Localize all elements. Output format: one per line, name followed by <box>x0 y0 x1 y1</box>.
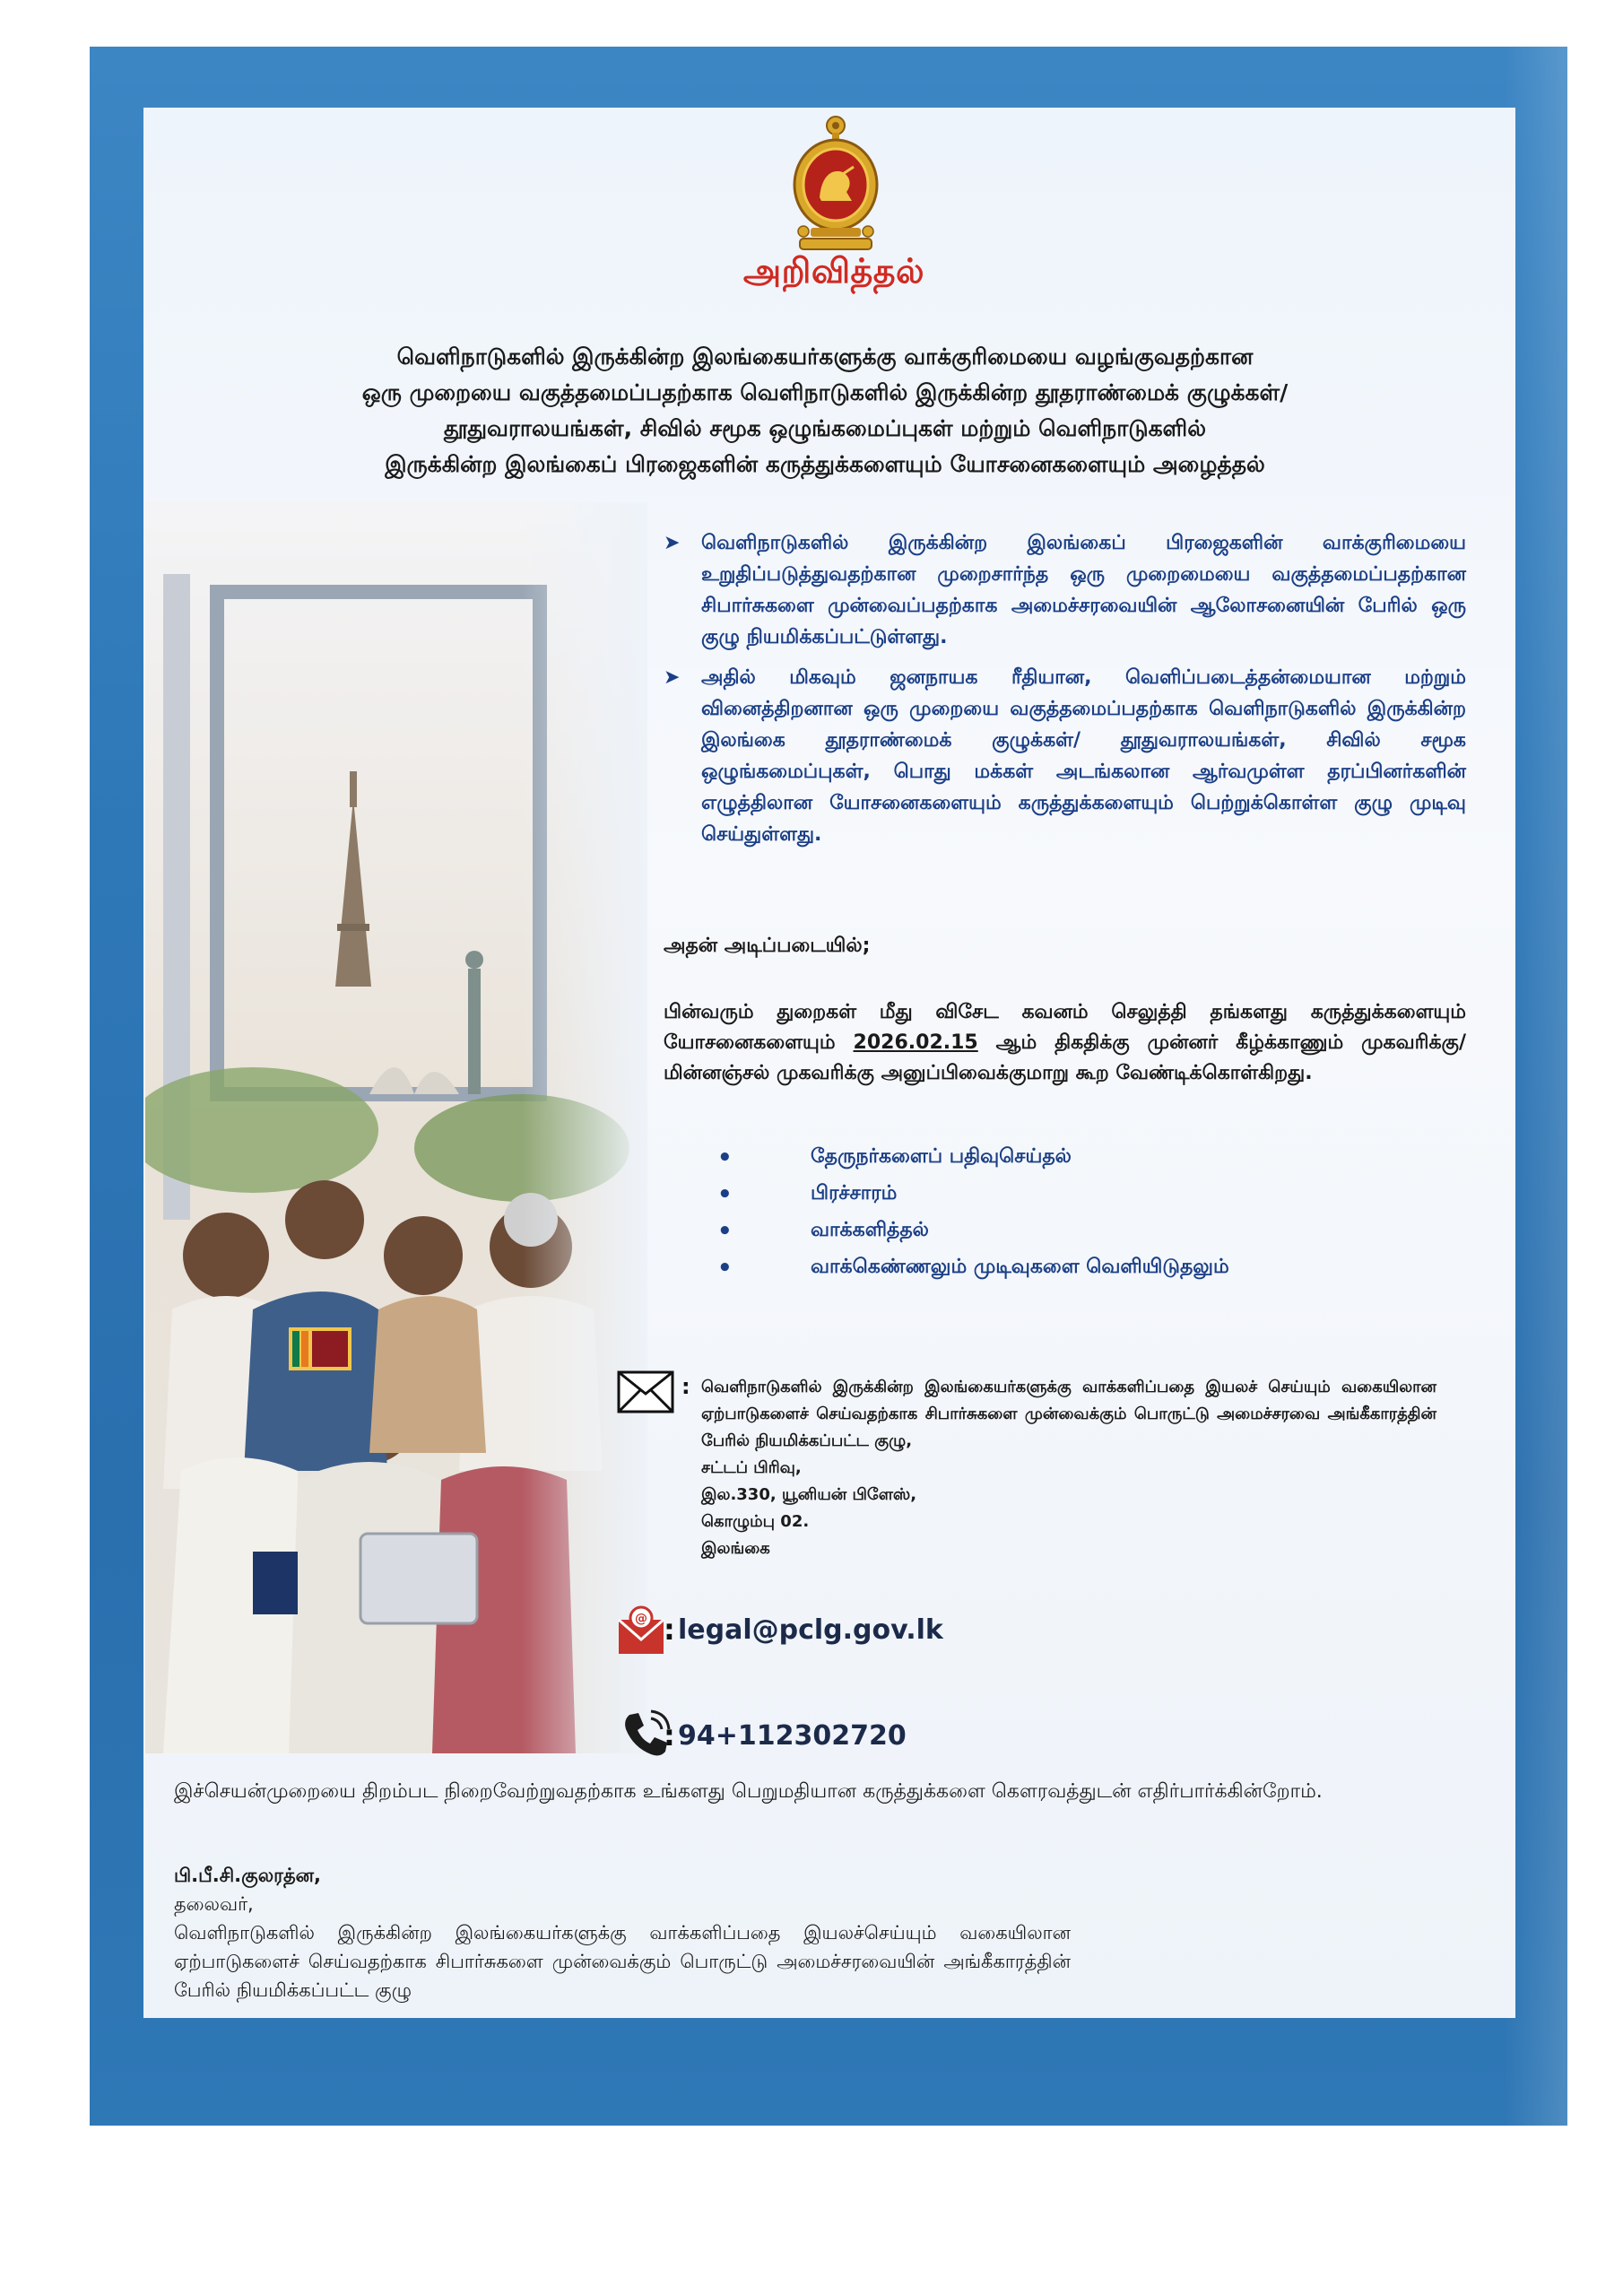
topic-label: தேருநர்களைப் பதிவுசெய்தல் <box>811 1144 1072 1168</box>
bullet-dot-icon: • <box>717 1180 733 1208</box>
phone-colon: : <box>664 1718 675 1752</box>
topic-label: பிரச்சாரம் <box>811 1181 898 1205</box>
topic-item <box>717 1213 1345 1249</box>
address-line: சட்டப் பிரிவு, <box>701 1458 802 1477</box>
intro-line: இருக்கின்ற இலங்கைப் பிரஜைகளின் கருத்துக்களையும் யோசனைகளையும் அழைத்தல் <box>385 451 1265 477</box>
intro-line: தூதுவராலயங்கள், சிவில் சமூக ஒழுங்கமைப்புகள் மற்றும் வெளிநாடுகளில் <box>444 415 1206 441</box>
notice-heading: அறிவித்தல் <box>742 251 925 291</box>
svg-text:@: @ <box>635 1612 647 1626</box>
postal-address <box>701 1374 1436 1562</box>
arrow-bullet-icon: ➤ <box>664 532 681 554</box>
intro-line: ஒரு முறையை வகுத்தமைப்பதற்காக வெளிநாடுகளில் இருக்கின்ற தூதராண்மைக் குழுக்கள்/ <box>361 379 1289 405</box>
sri-lanka-emblem-icon <box>789 115 882 255</box>
address-description: வெளிநாடுகளில் இருக்கின்ற இலங்கையர்களுக்கு வாக்களிப்பதை இயலச் செய்யும் வகையிலான ஏற்பாடுகளைச் செய்வதற்காக சிபார்சுகளை முன்வைக்கும் பொருட்டு அமைச்சரவை அங்கீகாரத்தின் பேரில் நியமிக்கப்பட்ட குழு, <box>701 1378 1436 1450</box>
topic-item <box>717 1139 1345 1176</box>
phone-number: 94+112302720 <box>678 1720 907 1752</box>
request-text-after: ஆம் திகதிக்கு முன்னர் கீழ்க்காணும் முகவரிக்கு/ மின்னஞ்சல் முகவரிக்கு அனுப்பிவைக்குமாறு கூற வேண்டிக்கொள்கிறது. <box>664 1031 1466 1084</box>
bullet-list <box>664 527 1466 859</box>
intro-block <box>242 339 1408 483</box>
bullet-item <box>664 527 1466 653</box>
address-line: இல.330, யூனியன் பிளேஸ், <box>701 1485 917 1504</box>
email-colon: : <box>664 1613 675 1647</box>
signatory-name: பி.பீ.சி.குலரத்ன, <box>174 1865 322 1886</box>
request-text-before: பின்வரும் துறைகள் மீது விசேட கவனம் செலுத்தி தங்களது கருத்துக்களையும் யோசனைகளையும் <box>664 1001 1466 1054</box>
closing-text: இச்செயன்முறையை திறம்பட நிறைவேற்றுவதற்காக உங்களது பெறுமதியான கருத்துக்களை கௌரவத்துடன் எதிர்பார்க்கின்றோம். <box>174 1780 1323 1803</box>
topic-item <box>717 1249 1345 1286</box>
email-icon <box>615 1604 671 1659</box>
bullet-text: வெளிநாடுகளில் இருக்கின்ற இலங்கைப் பிரஜைகளின் வாக்குரிமையை உறுதிப்படுத்துவதற்கான முறைசார்ந்த ஒரு முறைமையை வகுத்தமைப்பதற்கான சிபார்சுகளை முன்வைப்பதற்காக அமைச்சரவையின் ஆலோசனையின் பேரில் ஒரு குழு நியமிக்கப்பட்டுள்ளது. <box>701 532 1466 648</box>
signatory-title: தலைவர், <box>174 1893 254 1915</box>
bullet-dot-icon: • <box>717 1254 733 1282</box>
address-line: கொழும்பு 02. <box>701 1512 810 1531</box>
email-address: legal@pclg.gov.lk <box>678 1614 943 1646</box>
signatory-committee: வெளிநாடுகளில் இருக்கின்ற இலங்கையர்களுக்கு வாக்களிப்பதை இயலச்செய்யும் வகையிலான ஏற்பாடுகளைச் செய்வதற்காக சிபார்சுகளை முன்வைக்கும் பொருட்டு அமைச்சரவையின் அங்கீகாரத்தின் பேரில் நியமிக்கப்பட்ட குழு <box>174 1922 1071 2001</box>
topic-item <box>717 1176 1345 1213</box>
signature-block <box>174 1861 1071 2005</box>
bullet-item <box>664 662 1466 850</box>
bullet-dot-icon: • <box>717 1217 733 1245</box>
address-line: இலங்கை <box>701 1539 770 1558</box>
bullet-dot-icon: • <box>717 1144 733 1171</box>
envelope-icon <box>617 1370 674 1413</box>
intro-line: வெளிநாடுகளில் இருக்கின்ற இலங்கையர்களுக்கு வாக்குரிமையை வழங்குவதற்கான <box>396 344 1254 370</box>
basis-text: அதன் அடிப்படையில்; <box>664 935 871 957</box>
address-colon: : <box>681 1374 690 1399</box>
family-illustration <box>145 502 647 1753</box>
request-paragraph <box>664 997 1466 1089</box>
deadline-date: 2026.02.15 <box>853 1031 978 1054</box>
topic-label: வாக்களித்தல் <box>811 1218 929 1241</box>
topic-label: வாக்கெண்ணலும் முடிவுகளை வெளியிடுதலும் <box>811 1255 1229 1278</box>
bullet-text: அதில் மிகவும் ஜனநாயக ரீதியான, வெளிப்படைத்தன்மையான மற்றும் வினைத்திறனான ஒரு முறையை வகுத்தமைப்பதற்காக வெளிநாடுகளில் இருக்கின்ற இலங்கை தூதராண்மைக் குழுக்கள்/ தூதுவராலயங்கள், சிவில் சமூக ஒழுங்கமைப்புகள், பொது மக்கள் அடங்கலான ஆர்வமுள்ள தரப்பினர்களின் எழுத்திலான யோசனைகளையும் கருத்துக்களையும் பெற்றுக்கொள்ள குழு முடிவு செய்துள்ளது. <box>701 666 1466 846</box>
topic-list <box>717 1139 1345 1286</box>
arrow-bullet-icon: ➤ <box>664 666 681 689</box>
